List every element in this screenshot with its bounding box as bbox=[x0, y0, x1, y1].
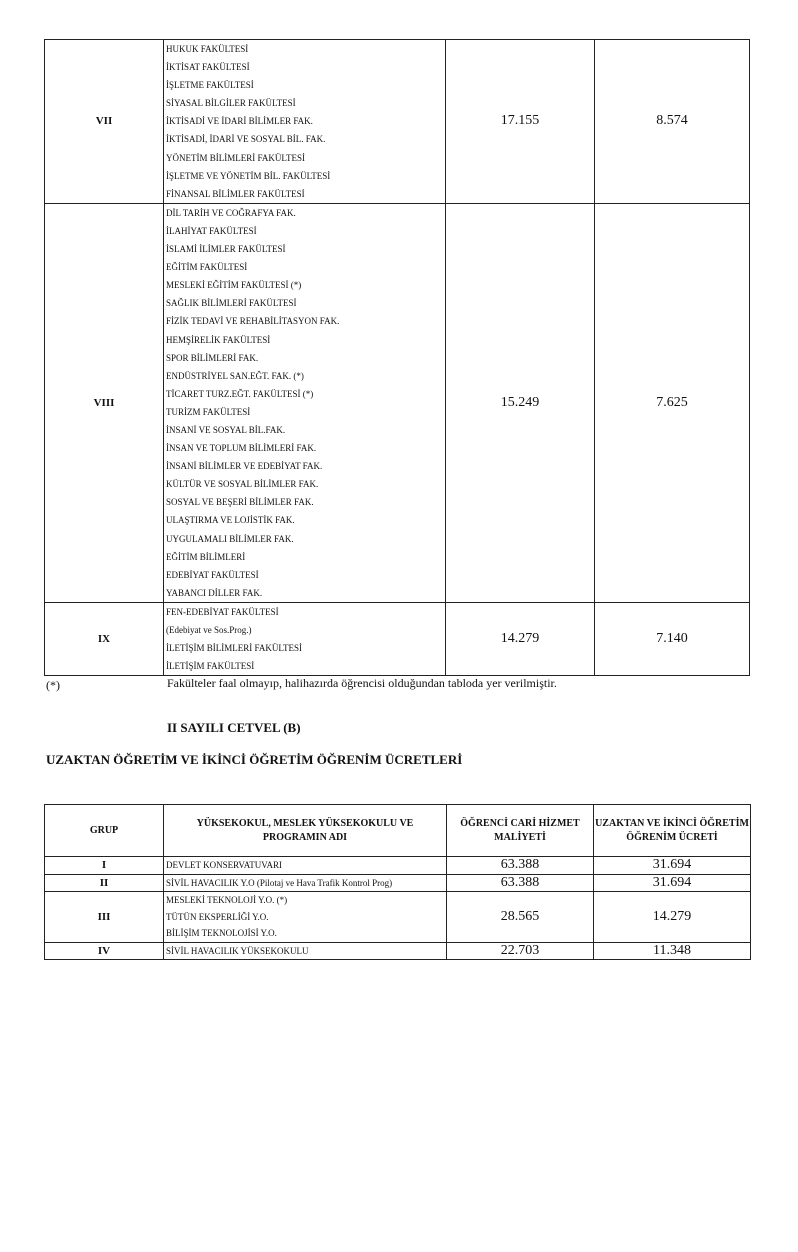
program-name: İSLAMİ İLİMLER FAKÜLTESİ bbox=[166, 244, 286, 255]
program-name: SPOR BİLİMLERİ FAK. bbox=[166, 352, 259, 363]
program-name: İLETİŞİM FAKÜLTESİ bbox=[166, 661, 255, 672]
program-name: DEVLET KONSERVATUVARI bbox=[166, 860, 283, 870]
table-row bbox=[45, 203, 750, 602]
group-cell: II bbox=[45, 874, 164, 892]
table-row bbox=[45, 40, 750, 204]
fee-cell: 14.279 bbox=[594, 892, 751, 943]
program-name: İNSANİ VE SOSYAL BİL.FAK. bbox=[166, 424, 286, 435]
program-name: TİCARET TURZ.EĞT. FAKÜLTESİ (*) bbox=[166, 388, 314, 399]
group-cell: I bbox=[45, 857, 164, 875]
program-name: HUKUK FAKÜLTESİ bbox=[166, 44, 249, 54]
program-name: SİVİL HAVACILIK YÜKSEKOKULU bbox=[166, 945, 309, 956]
group-cell: VIII bbox=[45, 203, 164, 602]
program-name: SİVİL HAVACILIK Y.O (Pilotaj ve Hava Trafik Kontrol Prog) bbox=[166, 877, 393, 888]
group-cell: VII bbox=[45, 40, 164, 204]
program-name: MESLEKİ EĞİTİM FAKÜLTESİ (*) bbox=[166, 280, 302, 291]
program-name: İKTİSADİ VE İDARİ BİLİMLER FAK. bbox=[166, 116, 313, 127]
program-name: YÖNETİM BİLİMLERİ FAKÜLTESİ bbox=[166, 152, 305, 163]
program-name: SİYASAL BİLGİLER FAKÜLTESİ bbox=[166, 98, 296, 109]
program-name: İNSANİ BİLİMLER VE EDEBİYAT FAK. bbox=[166, 461, 323, 472]
table-row bbox=[45, 602, 750, 675]
program-name: BİLİŞİM TEKNOLOJİSİ Y.O. bbox=[166, 928, 277, 938]
program-name: UYGULAMALI BİLİMLER FAK. bbox=[166, 533, 294, 544]
cost-cell: 63.388 bbox=[447, 857, 594, 875]
program-name: TÜTÜN EKSPERLİĞİ Y.O. bbox=[166, 911, 269, 922]
program-name: İKTİSADİ, İDARİ VE SOSYAL BİL. FAK. bbox=[166, 134, 326, 145]
table-row bbox=[45, 857, 751, 875]
program-name: ULAŞTIRMA VE LOJİSTİK FAK. bbox=[166, 515, 295, 526]
program-name: DİL TARİH VE COĞRAFYA FAK. bbox=[166, 207, 296, 218]
program-name: İŞLETME VE YÖNETİM BİL. FAKÜLTESİ bbox=[166, 170, 331, 181]
program-name: (Edebiyat ve Sos.Prog.) bbox=[166, 625, 252, 635]
faculty-fee-table bbox=[44, 39, 750, 676]
fee-cell: 7.625 bbox=[595, 203, 750, 602]
cost-cell: 17.155 bbox=[446, 40, 595, 204]
section-title: II SAYILI CETVEL (B) bbox=[167, 720, 301, 735]
header-names: YÜKSEKOKUL, MESLEK YÜKSEKOKULU VE PROGRAMIN ADI bbox=[164, 805, 447, 857]
program-names-cell bbox=[164, 874, 447, 892]
program-name: FİZİK TEDAVİ VE REHABİLİTASYON FAK. bbox=[166, 316, 340, 327]
fee-cell: 31.694 bbox=[594, 874, 751, 892]
cost-cell: 22.703 bbox=[447, 942, 594, 960]
cost-cell: 28.565 bbox=[447, 892, 594, 943]
fee-cell: 8.574 bbox=[595, 40, 750, 204]
cost-cell: 15.249 bbox=[446, 203, 595, 602]
header-fee: UZAKTAN VE İKİNCİ ÖĞRETİM ÖĞRENİM ÜCRETİ bbox=[594, 805, 751, 857]
program-name: EDEBİYAT FAKÜLTESİ bbox=[166, 569, 259, 580]
fee-cell: 7.140 bbox=[595, 602, 750, 675]
program-names-cell bbox=[164, 857, 447, 875]
group-cell: IX bbox=[45, 602, 164, 675]
header-group: GRUP bbox=[45, 805, 164, 857]
program-name: İŞLETME FAKÜLTESİ bbox=[166, 80, 254, 91]
school-fee-table bbox=[44, 804, 751, 960]
program-name: TURİZM FAKÜLTESİ bbox=[166, 406, 251, 417]
cost-cell: 14.279 bbox=[446, 602, 595, 675]
program-name: EĞİTİM BİLİMLERİ bbox=[166, 551, 246, 562]
table-row bbox=[45, 874, 751, 892]
program-name: FİNANSAL BİLİMLER FAKÜLTESİ bbox=[166, 188, 305, 199]
program-name: İKTİSAT FAKÜLTESİ bbox=[166, 62, 250, 73]
program-name: İLETİŞİM BİLİMLERİ FAKÜLTESİ bbox=[166, 643, 302, 654]
group-cell: III bbox=[45, 892, 164, 943]
program-names-cell bbox=[164, 40, 446, 204]
program-name: MESLEKİ TEKNOLOJİ Y.O. (*) bbox=[166, 895, 288, 905]
footnote-mark: (*) bbox=[46, 678, 60, 692]
footnote-text: Fakülteler faal olmayıp, halihazırda öğrencisi olduğundan tabloda yer verilmiştir. bbox=[167, 676, 557, 690]
program-name: SAĞLIK BİLİMLERİ FAKÜLTESİ bbox=[166, 298, 297, 309]
program-names-cell bbox=[164, 602, 446, 675]
program-names-cell bbox=[164, 203, 446, 602]
table-header-row bbox=[45, 805, 751, 857]
program-names-cell bbox=[164, 942, 447, 960]
program-name: FEN-EDEBİYAT FAKÜLTESİ bbox=[166, 606, 279, 617]
program-name: EĞİTİM FAKÜLTESİ bbox=[166, 262, 248, 273]
group-cell: IV bbox=[45, 942, 164, 960]
program-names-cell bbox=[164, 892, 447, 943]
program-name: KÜLTÜR VE SOSYAL BİLİMLER FAK. bbox=[166, 479, 319, 490]
program-name: SOSYAL VE BEŞERİ BİLİMLER FAK. bbox=[166, 497, 314, 508]
fee-cell: 31.694 bbox=[594, 857, 751, 875]
header-cost: ÖĞRENCİ CARİ HİZMET MALİYETİ bbox=[447, 805, 594, 857]
table-row bbox=[45, 942, 751, 960]
section-subtitle: UZAKTAN ÖĞRETİM VE İKİNCİ ÖĞRETİM ÖĞRENİM ÜCRETLERİ bbox=[46, 752, 463, 767]
program-name: HEMŞİRELİK FAKÜLTESİ bbox=[166, 334, 271, 345]
fee-cell: 11.348 bbox=[594, 942, 751, 960]
program-name: ENDÜSTRİYEL SAN.EĞT. FAK. (*) bbox=[166, 370, 304, 381]
program-name: İNSAN VE TOPLUM BİLİMLERİ FAK. bbox=[166, 443, 317, 454]
program-name: İLAHİYAT FAKÜLTESİ bbox=[166, 225, 257, 236]
cost-cell: 63.388 bbox=[447, 874, 594, 892]
program-name: YABANCI DİLLER FAK. bbox=[166, 587, 263, 598]
table-row bbox=[45, 892, 751, 943]
